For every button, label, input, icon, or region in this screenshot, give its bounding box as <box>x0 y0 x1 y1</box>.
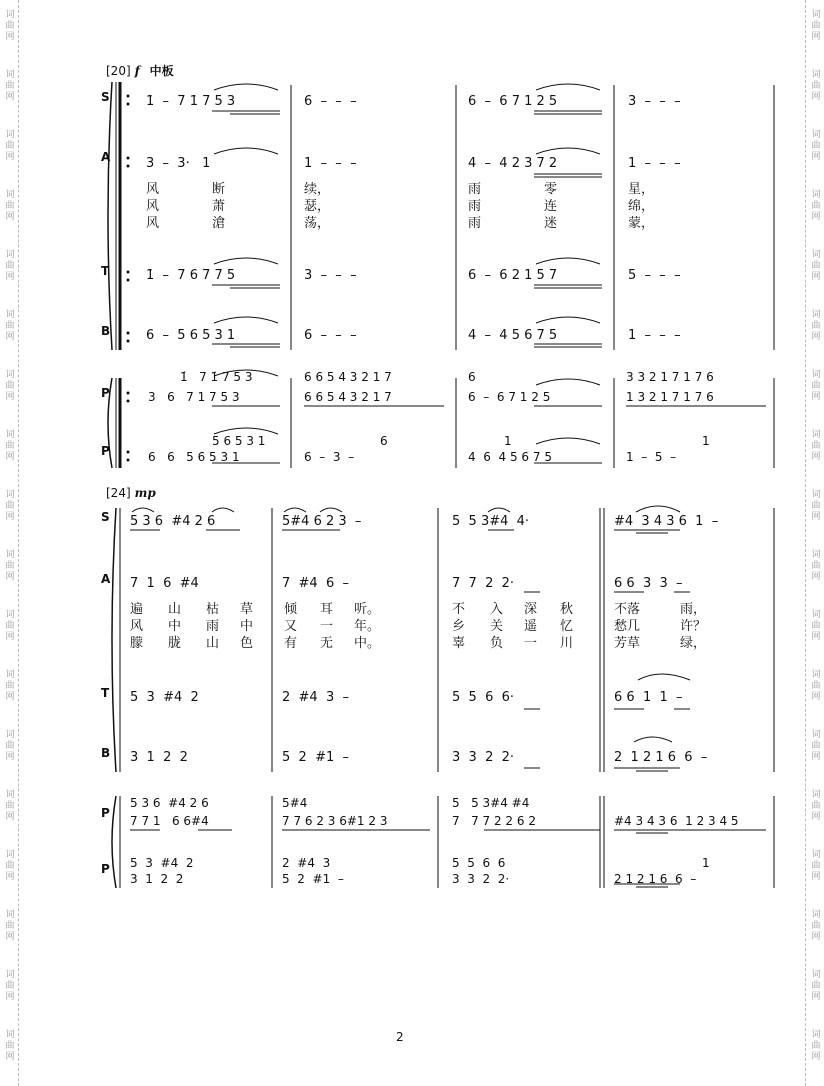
lyric-s2-verse3-12: 芳草 <box>614 636 641 651</box>
piano-rh-lower-2: 6 6 5 4 3 2 1 7 <box>304 390 392 404</box>
lyric-s2-verse1-13: 雨， <box>680 602 707 617</box>
bass-measure-4: 1 – – – <box>628 328 681 343</box>
piano-rh-lower-3: 6 – 6 7 1 2 5 <box>468 390 551 404</box>
watermark-char: 词 <box>5 190 15 200</box>
watermark-char: 网 <box>811 572 821 582</box>
alto-measure-2: 1 – – – <box>304 156 357 171</box>
lyric-verse1-4: 雨 <box>468 182 482 197</box>
watermark-char: 曲 <box>5 681 15 691</box>
lyric-s2-verse2-11: 忆 <box>560 619 574 634</box>
watermark-char: 网 <box>5 272 15 282</box>
watermark-char: 网 <box>5 92 15 102</box>
lyric-verse1-2: 断 <box>212 182 226 197</box>
watermark-char: 曲 <box>5 921 15 931</box>
watermark-char: 网 <box>5 632 15 642</box>
lyric-verse1-1: 风 <box>146 182 160 197</box>
watermark-char: 词 <box>811 850 821 860</box>
soprano-measure-6: 5#4 6 2 3 – <box>282 514 362 529</box>
lyric-s2-verse2-10: 遥 <box>524 619 538 634</box>
watermark-char: 曲 <box>811 21 821 31</box>
piano-rh-lower-7: 7 7 7 2 2 6 2 <box>452 814 536 828</box>
watermark-char: 网 <box>811 272 821 282</box>
lyric-verse3-5: 迷 <box>544 216 558 231</box>
part-label-piano-left: P <box>101 862 110 876</box>
soprano-measure-1: 1̇ – 7 1̇ 7 5 3 <box>146 94 236 109</box>
watermark-char: 词 <box>5 730 15 740</box>
lyric-s2-verse3-11: 川 <box>560 636 574 651</box>
lyric-verse1-5: 零 <box>544 182 558 197</box>
watermark-char: 曲 <box>5 201 15 211</box>
watermark-char: 词 <box>811 1030 821 1040</box>
watermark-char: 网 <box>5 32 15 42</box>
watermark-char: 网 <box>5 692 15 702</box>
watermark-char: 词 <box>811 730 821 740</box>
lyric-verse3-3: 荡， <box>304 216 331 231</box>
watermark-char: 曲 <box>5 321 15 331</box>
piano-rh-lower-1: 3 6 7 1 7 5 3 <box>148 390 240 404</box>
watermark-char: 曲 <box>811 261 821 271</box>
lyric-s2-verse2-4: 中 <box>240 619 254 634</box>
piano-lh-lower-2: 6 – 3 – <box>304 450 355 464</box>
piano-lh-lower-1: 6 6 5 6 5 3 1 <box>148 450 240 464</box>
piano-rh-upper-3: 6 <box>468 370 476 384</box>
lyric-s2-verse3-1: 朦 <box>130 636 144 651</box>
watermark-char: 曲 <box>5 1041 15 1051</box>
lyric-s2-verse3-2: 胧 <box>168 636 182 651</box>
lyric-verse3-1: 风 <box>146 216 160 231</box>
watermark-char: 曲 <box>5 441 15 451</box>
piano-lh-upper-3: 1 <box>504 434 512 448</box>
lyric-verse1-6: 星， <box>628 182 655 197</box>
piano-lh-upper-7: 5 5 6 6 <box>452 856 506 870</box>
lyric-s2-verse1-9: 入 <box>490 602 504 617</box>
piano-lh-upper-1: 5 6 5 3 1 <box>212 434 266 448</box>
watermark-char: 曲 <box>5 21 15 31</box>
watermark-char: 曲 <box>811 381 821 391</box>
watermark-char: 网 <box>5 1052 15 1062</box>
piano-lh-lower-6: 5 2 #1 – <box>282 872 344 886</box>
watermark-char: 曲 <box>5 261 15 271</box>
tenor-measure-6: 2 #4 3 – <box>282 690 349 705</box>
part-label-alto: A <box>101 150 111 164</box>
lyric-s2-verse2-2: 中 <box>168 619 182 634</box>
lyric-s2-verse1-5: 倾 <box>284 602 298 617</box>
piano-rh-upper-5: 5 3 6 #4 2 6 <box>130 796 209 810</box>
watermark-char: 网 <box>5 392 15 402</box>
watermark-char: 曲 <box>811 861 821 871</box>
piano-rh-upper-7: 5 5 3#4 #4 <box>452 796 530 810</box>
tenor-measure-1: 1̇ – 7 6 7 7 5 <box>146 268 236 283</box>
lyric-verse3-2: 滄 <box>212 216 226 231</box>
watermark-char: 词 <box>5 430 15 440</box>
part-label-alto: A <box>101 572 111 586</box>
watermark-char: 词 <box>811 970 821 980</box>
watermark-char: 网 <box>811 752 821 762</box>
rehearsal-mark-20 <box>106 62 174 79</box>
lyric-s2-verse3-10: 一 <box>524 636 538 651</box>
watermark-char: 网 <box>811 992 821 1002</box>
alto-measure-8: 6 6 3 3 – <box>614 576 683 591</box>
tenor-measure-7: 5 5 6 6· <box>452 690 515 705</box>
lyric-s2-verse3-13: 绿， <box>680 636 707 651</box>
watermark-char: 词 <box>811 250 821 260</box>
bass-measure-7: 3 3 2 2· <box>452 750 515 765</box>
bass-measure-2: 6 – – – <box>304 328 357 343</box>
lyric-verse2-6: 绵， <box>628 199 655 214</box>
piano-lh-upper-5: 5 3 #4 2 <box>130 856 194 870</box>
alto-measure-6: 7 #4 6 – <box>282 576 349 591</box>
watermark-char: 曲 <box>811 981 821 991</box>
lyric-verse2-2: 萧 <box>212 199 226 214</box>
lyric-s2-verse1-8: 不 <box>452 602 466 617</box>
lyric-s2-verse3-3: 山 <box>206 636 220 651</box>
soprano-measure-7: 5 5 3#4 4· <box>452 514 530 529</box>
tenor-measure-4: 5 – – – <box>628 268 681 283</box>
lyric-s2-verse1-6: 耳 <box>320 602 334 617</box>
watermark-char: 曲 <box>5 621 15 631</box>
soprano-measure-5: 5 3 6 #4 2 6 <box>130 514 216 529</box>
alto-measure-7: 7 7 2 2· <box>452 576 515 591</box>
lyric-s2-verse1-11: 秋 <box>560 602 574 617</box>
watermark-char: 网 <box>5 992 15 1002</box>
lyric-s2-verse2-1: 风 <box>130 619 144 634</box>
lyric-s2-verse1-7: 听。 <box>354 602 381 617</box>
watermark-char: 曲 <box>5 141 15 151</box>
watermark-char: 词 <box>811 790 821 800</box>
watermark-char: 网 <box>5 332 15 342</box>
watermark-char: 曲 <box>811 741 821 751</box>
watermark-char: 词 <box>5 970 15 980</box>
watermark-char: 词 <box>811 130 821 140</box>
watermark-char: 网 <box>811 872 821 882</box>
lyric-s2-verse2-6: 一 <box>320 619 334 634</box>
watermark-char: 网 <box>811 692 821 702</box>
lyric-s2-verse2-5: 又 <box>284 619 298 634</box>
part-label-bass: B <box>101 746 111 760</box>
lyric-s2-verse2-7: 年。 <box>354 619 381 634</box>
watermark-char: 词 <box>5 130 15 140</box>
piano-lh-lower-8: 2 1 2 1 6 6 – <box>614 872 697 886</box>
lyric-s2-verse1-1: 遍 <box>130 602 144 617</box>
lyric-s2-verse3-5: 有 <box>284 636 298 651</box>
watermark-char: 曲 <box>5 561 15 571</box>
watermark-char: 词 <box>5 610 15 620</box>
watermark-char: 网 <box>811 212 821 222</box>
watermark-char: 网 <box>5 452 15 462</box>
lyric-s2-verse1-3: 枯 <box>206 602 220 617</box>
lyric-s2-verse1-4: 草 <box>240 602 254 617</box>
watermark-char: 网 <box>811 1052 821 1062</box>
piano-lh-lower-5: 3 1 2 2 <box>130 872 184 886</box>
bass-measure-3: 4 – 4 5 6 7 5 <box>468 328 558 343</box>
alto-measure-5: 7 1 6 #4 <box>130 576 199 591</box>
lyric-s2-verse3-8: 辜 <box>452 636 466 651</box>
rehearsal-number: [24] <box>106 486 131 500</box>
piano-rh-lower-4: 1 3 2 1 7 1 7 6 <box>626 390 714 404</box>
piano-rh-upper-1: 1̇ 7 1̇ 7 5 3 <box>180 370 253 384</box>
bass-measure-1: 6 – 5 6 5 3 1 <box>146 328 236 343</box>
watermark-char: 曲 <box>811 81 821 91</box>
rehearsal-number: [20] <box>106 64 131 78</box>
watermark-char: 词 <box>811 430 821 440</box>
watermark-char: 词 <box>811 490 821 500</box>
watermark-char: 曲 <box>5 741 15 751</box>
alto-measure-4: 1 – – – <box>628 156 681 171</box>
watermark-char: 曲 <box>811 441 821 451</box>
watermark-char: 词 <box>5 910 15 920</box>
lyric-s2-verse1-12: 不落 <box>614 602 641 617</box>
watermark-char: 曲 <box>811 1041 821 1051</box>
watermark-char: 网 <box>5 752 15 762</box>
watermark-char: 网 <box>811 512 821 522</box>
watermark-char: 词 <box>5 370 15 380</box>
watermark-char: 曲 <box>5 381 15 391</box>
watermark-char: 词 <box>811 70 821 80</box>
soprano-measure-4: 3 – – – <box>628 94 681 109</box>
watermark-char: 网 <box>5 572 15 582</box>
part-label-tenor: T <box>101 264 110 278</box>
lyric-s2-verse2-12: 愁几 <box>614 619 641 634</box>
watermark-char: 词 <box>811 310 821 320</box>
watermark-char: 网 <box>5 812 15 822</box>
dynamic-marking: f <box>134 64 140 78</box>
watermark-char: 曲 <box>5 81 15 91</box>
soprano-measure-3: 6 – 6 7 1 2 5 <box>468 94 558 109</box>
bass-measure-6: 5 2 #1 – <box>282 750 349 765</box>
watermark-char: 词 <box>811 910 821 920</box>
lyric-verse2-4: 雨 <box>468 199 482 214</box>
watermark-char: 词 <box>5 790 15 800</box>
piano-rh-upper-2: 6 6 5 4 3 2 1 7 <box>304 370 392 384</box>
lyric-s2-verse2-9: 关 <box>490 619 504 634</box>
piano-lh-upper-4: 1 <box>702 434 710 448</box>
part-label-piano-left: P <box>101 444 110 458</box>
lyric-s2-verse1-2: 山 <box>168 602 182 617</box>
watermark-char: 词 <box>811 190 821 200</box>
watermark-char: 曲 <box>5 981 15 991</box>
watermark-char: 网 <box>811 812 821 822</box>
piano-rh-upper-6: 5#4 <box>282 796 308 810</box>
lyric-verse2-5: 连 <box>544 199 558 214</box>
watermark-char: 曲 <box>5 861 15 871</box>
tenor-measure-2: 3 – – – <box>304 268 357 283</box>
watermark-char: 词 <box>811 10 821 20</box>
watermark-char: 网 <box>5 212 15 222</box>
dynamic-marking: mp <box>134 486 156 500</box>
piano-rh-upper-4: 3 3 2 1 7 1 7 6 <box>626 370 714 384</box>
lyric-s2-verse3-9: 负 <box>490 636 504 651</box>
watermark-char: 词 <box>811 550 821 560</box>
watermark-char: 词 <box>5 10 15 20</box>
watermark-char: 网 <box>811 92 821 102</box>
soprano-measure-8: #4 3 4 3 6 1 – <box>614 514 719 529</box>
watermark-char: 词 <box>811 610 821 620</box>
watermark-char: 网 <box>811 392 821 402</box>
watermark-char: 网 <box>811 632 821 642</box>
piano-lh-upper-6: 2 #4 3 <box>282 856 331 870</box>
part-label-bass: B <box>101 324 111 338</box>
watermark-char: 曲 <box>811 321 821 331</box>
piano-lh-lower-3: 4 6 4 5 6 7 5 <box>468 450 552 464</box>
watermark-char: 曲 <box>811 201 821 211</box>
watermark-char: 曲 <box>5 501 15 511</box>
alto-measure-3: 4 – 4 2 3 7 2 <box>468 156 558 171</box>
lyric-s2-verse2-13: 许？ <box>680 619 707 634</box>
watermark-char: 词 <box>811 370 821 380</box>
part-label-tenor: T <box>101 686 110 700</box>
lyric-s2-verse3-7: 中。 <box>354 636 381 651</box>
watermark-char: 网 <box>5 152 15 162</box>
tenor-measure-3: 6 – 6 2 1 5 7 <box>468 268 558 283</box>
piano-lh-lower-7: 3 3 2 2· <box>452 872 510 886</box>
watermark-char: 曲 <box>811 141 821 151</box>
watermark-char: 网 <box>811 152 821 162</box>
part-label-soprano: S <box>101 510 110 524</box>
tenor-measure-8: 6 6 1 1 – <box>614 690 683 705</box>
piano-lh-lower-4: 1 – 5 – <box>626 450 677 464</box>
watermark-char: 曲 <box>811 621 821 631</box>
watermark-char: 曲 <box>811 921 821 931</box>
lyric-verse2-3: 瑟， <box>304 199 331 214</box>
watermark-char: 网 <box>811 332 821 342</box>
part-label-soprano: S <box>101 90 110 104</box>
watermark-char: 曲 <box>811 501 821 511</box>
part-label-piano-right: P <box>101 806 110 820</box>
lyric-s2-verse3-4: 色 <box>240 636 254 651</box>
watermark-char: 曲 <box>5 801 15 811</box>
lyric-s2-verse1-10: 深 <box>524 602 538 617</box>
watermark-char: 曲 <box>811 681 821 691</box>
lyric-s2-verse2-8: 乡 <box>452 619 466 634</box>
watermark-char: 词 <box>811 670 821 680</box>
watermark-char: 网 <box>5 932 15 942</box>
watermark-char: 网 <box>811 32 821 42</box>
bass-measure-5: 3 1 2 2 <box>130 750 188 765</box>
bass-measure-8: 2 1 2 1 6 6 – <box>614 750 708 765</box>
watermark-char: 曲 <box>811 801 821 811</box>
watermark-char: 网 <box>5 512 15 522</box>
lyric-verse3-6: 蒙， <box>628 216 655 231</box>
tempo-marking: 中板 <box>149 64 174 78</box>
piano-rh-lower-8: #4 3 4 3 6 1 2 3 4 5 <box>614 814 739 828</box>
watermark-char: 词 <box>5 670 15 680</box>
tenor-measure-5: 5 3 #4 2 <box>130 690 199 705</box>
lyric-verse3-4: 雨 <box>468 216 482 231</box>
watermark-char: 词 <box>5 550 15 560</box>
watermark-char: 词 <box>5 250 15 260</box>
lyric-verse2-1: 风 <box>146 199 160 214</box>
watermark-char: 词 <box>5 310 15 320</box>
lyric-verse1-3: 续， <box>304 182 331 197</box>
page-number: 2 <box>396 1030 404 1044</box>
lyric-s2-verse3-6: 无 <box>320 636 334 651</box>
watermark-char: 网 <box>811 452 821 462</box>
part-label-piano-right: P <box>101 386 110 400</box>
watermark-char: 网 <box>811 932 821 942</box>
watermark-char: 曲 <box>811 561 821 571</box>
rehearsal-mark-24 <box>106 486 156 500</box>
piano-lh-upper-8: 1 <box>702 856 710 870</box>
soprano-measure-2: 6 – – – <box>304 94 357 109</box>
alto-measure-1: 3 – 3· 1 <box>146 156 211 171</box>
piano-rh-lower-5: 7 7 1 6 6#4 <box>130 814 209 828</box>
watermark-char: 词 <box>5 490 15 500</box>
watermark-char: 词 <box>5 850 15 860</box>
piano-lh-upper-2: 6 <box>380 434 388 448</box>
lyric-s2-verse2-3: 雨 <box>206 619 220 634</box>
watermark-char: 网 <box>5 872 15 882</box>
piano-rh-lower-6: 7 7 6 2 3 6#1 2 3 <box>282 814 388 828</box>
watermark-char: 词 <box>5 70 15 80</box>
watermark-char: 词 <box>5 1030 15 1040</box>
